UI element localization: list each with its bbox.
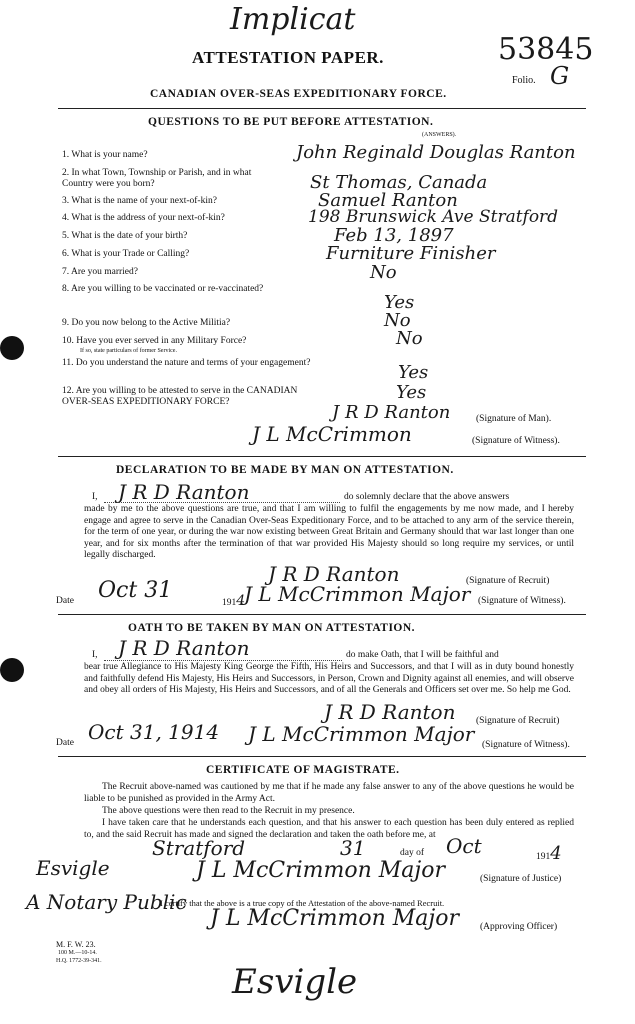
declaration-signature-witness-label: (Signature of Witness). <box>478 596 566 606</box>
oath-date: Oct 31, 1914 <box>88 720 220 744</box>
form-code-3: H.Q. 1772-39-341. <box>56 958 102 964</box>
question-2 <box>62 168 282 190</box>
question-9: 9. Do you now belong to the Active Militia? <box>62 318 231 328</box>
force-title: CANADIAN OVER-SEAS EXPEDITIONARY FORCE. <box>150 88 447 100</box>
declaration-signature-witness: J L McCrimmon Major <box>244 582 471 606</box>
declaration-name-line <box>104 502 340 503</box>
question-8 <box>62 284 312 295</box>
declaration-year <box>222 593 246 609</box>
answer-12: Yes <box>396 382 427 403</box>
declaration-date: Oct 31 <box>98 578 173 603</box>
folio-label: Folio. <box>512 75 536 86</box>
question-5: 5. What is the date of your birth? <box>62 231 188 241</box>
magistrate-day: 31 <box>340 836 366 860</box>
regimental-number: 53845 <box>498 32 594 67</box>
declaration-signature-recruit: J R D Ranton <box>268 562 400 586</box>
justice-signature-label: (Signature of Justice) <box>480 874 562 884</box>
questions-title: QUESTIONS TO BE PUT BEFORE ATTESTATION. <box>148 116 434 128</box>
declaration-i: I, <box>92 492 98 502</box>
divider <box>58 456 586 457</box>
magistrate-text-1: The Recruit above-named was cautioned by me that if he made any false answer to any of the above questions he would be liable to be punished as provided in the Army Act. <box>84 782 574 804</box>
oath-signature-recruit-label: (Signature of Recruit) <box>476 716 560 726</box>
answer-7: No <box>370 262 397 283</box>
approving-officer-label: (Approving Officer) <box>480 922 558 932</box>
declaration-year-prefix: 191 <box>222 598 237 608</box>
oath-signature-witness: J L McCrimmon Major <box>248 722 475 746</box>
page-title: ATTESTATION PAPER. <box>192 48 384 67</box>
signature-man-label: (Signature of Man). <box>476 414 552 424</box>
magistrate-place: Stratford <box>152 836 246 860</box>
question-12-text: 12. Are you willing to be attested to serve in the CANADIAN OVER-SEAS EXPEDITIONARY FORCE? <box>62 386 298 407</box>
question-4: 4. What is the address of your next-of-kin? <box>62 213 225 223</box>
answer-10: No <box>396 328 423 349</box>
justice-signature-1: Esvigle <box>36 856 110 880</box>
magistrate-text-2: The above questions were then read to the Recruit in my presence. <box>102 806 355 816</box>
signature-man: J R D Ranton <box>332 402 451 423</box>
signature-witness-label: (Signature of Witness). <box>472 436 560 446</box>
form-code-1: M. F. W. 23. <box>56 940 96 949</box>
certify-text: I certify that the above is a true copy of the Attestation of the above-named Recruit. <box>160 898 445 908</box>
oath-date-label: Date <box>56 738 74 748</box>
magistrate-text-3: I have taken care that he understands each question, and that his answer to each question has been duly entered as replied to, and the said Recruit has made and signed the declaration and taken the oath before me, at <box>84 818 574 840</box>
question-10-note: If so, state particulars of former Service. <box>80 348 177 354</box>
declaration-signature-recruit-label: (Signature of Recruit) <box>466 576 550 586</box>
answer-9: No <box>384 310 411 331</box>
question-1: 1. What is your name? <box>62 150 148 160</box>
answer-3: Samuel Ranton <box>318 190 458 211</box>
answer-8: Yes <box>384 292 415 313</box>
declaration-title: DECLARATION TO BE MADE BY MAN ON ATTESTATION. <box>116 464 454 476</box>
oath-title: OATH TO BE TAKEN BY MAN ON ATTESTATION. <box>128 622 416 634</box>
oath-name: J R D Ranton <box>118 636 250 660</box>
declaration-name: J R D Ranton <box>118 480 250 504</box>
question-11 <box>62 358 312 369</box>
declaration-year-suffix: 4 <box>236 593 246 609</box>
oath-signature-witness-label: (Signature of Witness). <box>482 740 570 750</box>
question-8-text: 8. Are you willing to be vaccinated or re-vaccinated? <box>62 284 264 294</box>
notary-annotation: A Notary Public <box>26 890 187 914</box>
divider <box>58 108 586 109</box>
answer-5: Feb 13, 1897 <box>334 225 454 246</box>
question-7: 7. Are you married? <box>62 267 138 277</box>
oath-text-2: bear true Allegiance to His Majesty King George the Fifth, His Heirs and Successors, and that I will as in duty bound honestly and faithfully defend His Majesty, His Heirs and Successors, in Person, Crown and Dignity against all enemies, and will observe and obey all orders of His Majesty, His Heirs and Successors, and of all the Generals and Officers set over me. So help me God. <box>84 662 574 696</box>
punch-hole <box>0 658 24 682</box>
question-3: 3. What is the name of your next-of-kin? <box>62 196 217 206</box>
punch-hole <box>0 336 24 360</box>
declaration-text-1: do solemnly declare that the above answers <box>344 492 510 502</box>
declaration-text-2: made by me to the above questions are true, and that I am willing to fulfil the engagements by me now made, and I hereby engage and agree to serve in the Canadian Over-Seas Expeditionary Force, and to be attached to any arm of the service therein, for the term of one year, or during the war now existing between Great Britain and Germany should that war last longer than one year, and for six months after the termination of that war provided His Majesty should so long require my services, or until legally discharged. <box>84 504 574 561</box>
divider <box>58 756 586 757</box>
magistrate-month: Oct <box>446 834 482 858</box>
question-11-text: 11. Do you understand the nature and terms of your engagement? <box>62 358 311 368</box>
answers-label: (ANSWERS). <box>422 132 457 138</box>
answer-11: Yes <box>398 362 429 383</box>
oath-signature-recruit: J R D Ranton <box>324 700 456 724</box>
oath-text-1: do make Oath, that I will be faithful and <box>346 650 499 660</box>
handwritten-annotation: Implicat <box>230 2 356 37</box>
divider <box>58 614 586 615</box>
question-12 <box>62 386 312 408</box>
declaration-date-label: Date <box>56 596 74 606</box>
magistrate-year <box>536 843 562 864</box>
justice-signature-2: J L McCrimmon Major <box>196 858 446 883</box>
signature-witness: J L McCrimmon <box>252 422 412 446</box>
magistrate-year-value: 4 <box>550 843 562 864</box>
question-6: 6. What is your Trade or Calling? <box>62 249 190 259</box>
magistrate-title: CERTIFICATE OF MAGISTRATE. <box>206 764 400 776</box>
folio-value: G <box>550 62 570 90</box>
answer-2: St Thomas, Canada <box>310 172 488 193</box>
magistrate-day-label: day of <box>400 848 425 858</box>
question-10: 10. Have you ever served in any Military Force? <box>62 336 247 346</box>
magistrate-year-prefix: 191 <box>536 852 551 862</box>
oath-i: I, <box>92 650 98 660</box>
bottom-signature: Esvigle <box>232 962 358 1002</box>
form-code-2: 100 M.—10-14. <box>58 950 97 956</box>
answer-6: Furniture Finisher <box>326 243 496 264</box>
officer-signature: J L McCrimmon Major <box>210 906 460 931</box>
answer-1: John Reginald Douglas Ranton <box>296 142 576 163</box>
oath-name-line <box>104 660 342 661</box>
question-2-text: 2. In what Town, Township or Parish, and in what Country were you born? <box>62 168 252 189</box>
answer-4: 198 Brunswick Ave Stratford <box>308 207 559 227</box>
